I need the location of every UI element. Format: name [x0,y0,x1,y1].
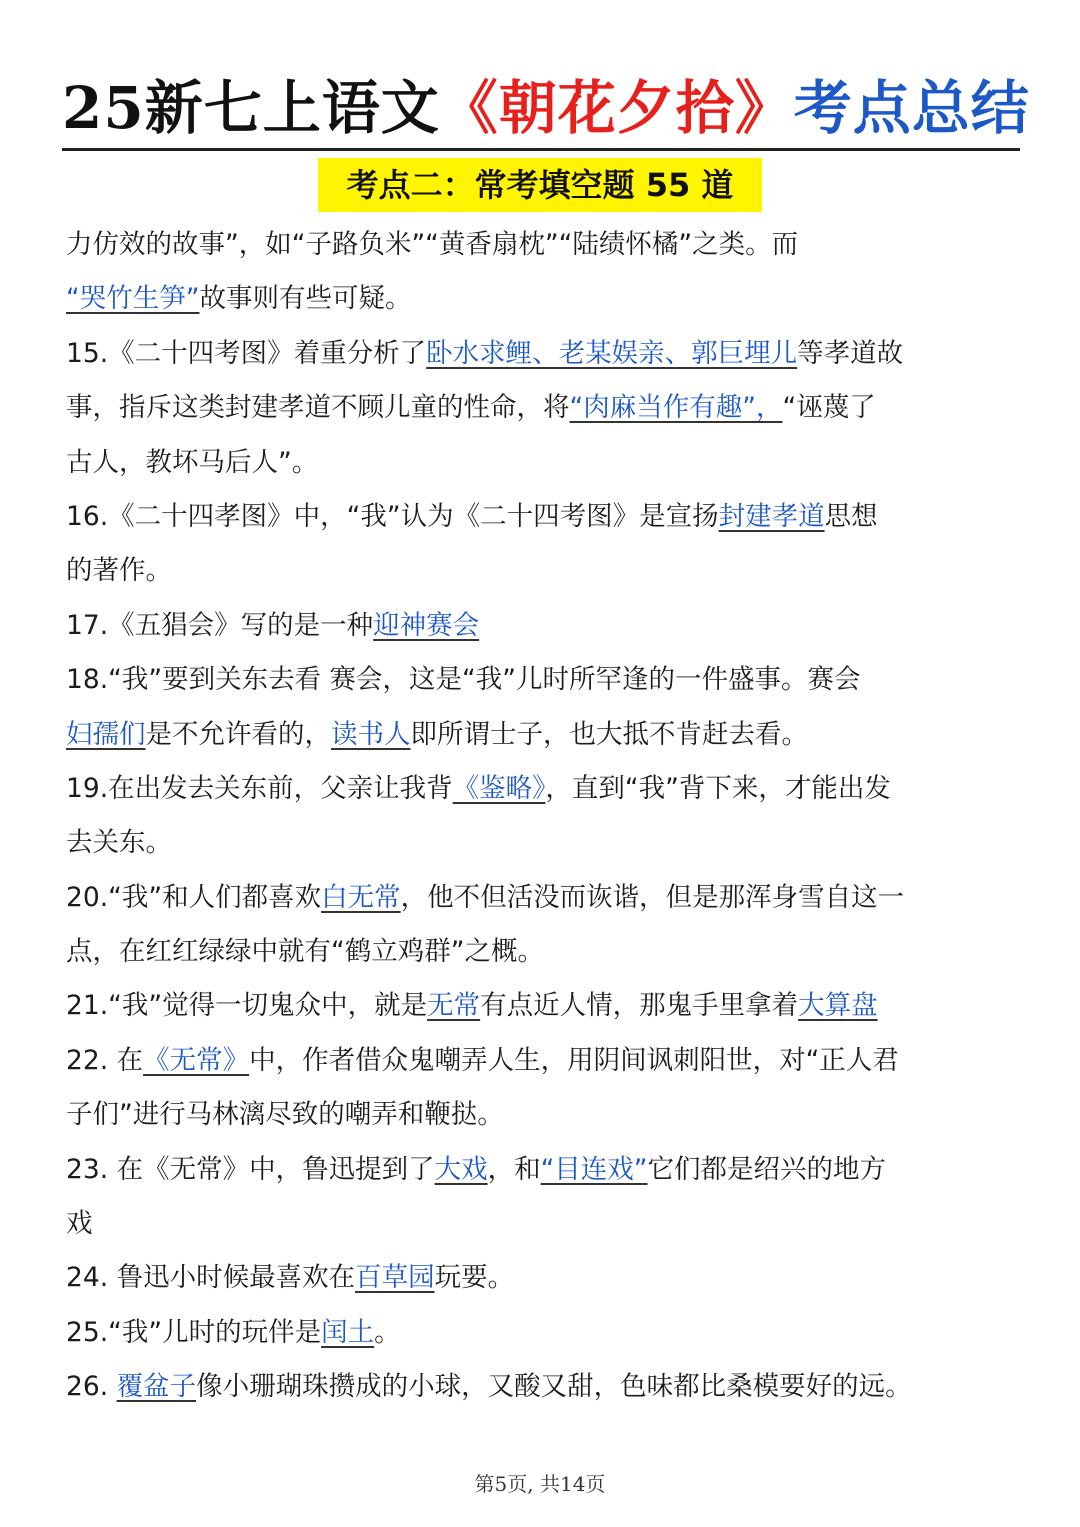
text-line [66,925,1016,979]
answer-blank: 大戏 [434,1153,488,1185]
question-text: 去关东。 [66,827,172,859]
answer-blank: 迎神赛会 [373,609,480,641]
text-line [66,816,1016,870]
question-text: 中，作者借众鬼嘲弄人生，用阴间讽刺阳世，对“正人君 [249,1044,899,1076]
answer-blank: 覆盆子 [116,1371,197,1403]
answer-blank: 白无常 [321,881,401,913]
title-prefix: 25新七上语文 [62,74,440,142]
page-title [62,70,1030,146]
title-divider [62,148,1020,151]
text-line [66,327,1016,381]
text-line [66,436,1016,490]
text-line [66,1034,1016,1088]
section-subtitle: 考点二：常考填空题 55 道 [318,158,762,212]
answer-blank: 卧水求鲤、老某娱亲、郭巨埋儿 [426,337,798,369]
text-line [66,871,1016,925]
text-line [66,1306,1016,1360]
question-text: 23. 在《无常》中，鲁迅提到了 [66,1153,435,1185]
question-text: 22. 在 [66,1044,144,1076]
question-text: “诬蔑了 [782,392,876,424]
question-text: 像小珊瑚珠攒成的小球，又酸又甜，色味都比桑模要好的远。 [196,1371,912,1403]
text-line [66,272,1016,326]
question-text: 戏 [66,1208,93,1240]
question-text: 事，指斥这类封建孝道不顾儿童的性命，将 [66,392,570,424]
answer-blank: 大算盘 [798,990,878,1022]
text-line [66,1197,1016,1251]
text-line [66,544,1016,598]
text-line [66,1143,1016,1197]
text-line [66,599,1016,653]
text-line [66,1251,1016,1305]
answer-blank: 妇孺们 [66,718,146,750]
answer-blank: 百草园 [355,1262,435,1294]
answer-blank: “哭竹生笋” [66,283,200,315]
question-text: 24. 鲁迅小时候最喜欢在 [66,1262,356,1294]
question-text: 19.在出发去关东前，父亲让我背 [66,772,453,804]
question-text: 的著作。 [66,555,172,587]
text-line [66,708,1016,762]
answer-blank: 《鉴略》 [452,772,546,804]
question-text: 它们都是绍兴的地方 [647,1153,887,1185]
answer-blank: 《无常》 [143,1044,250,1076]
answer-blank: 闰土 [321,1316,375,1348]
text-line [66,218,1016,272]
question-text: 26. [66,1371,117,1403]
page-footer: 第5页, 共14页 [474,1472,606,1496]
question-text: 点，在红红绿绿中就有“鹤立鸡群”之概。 [66,936,544,968]
question-text: 玩要。 [434,1262,515,1294]
text-line [66,490,1016,544]
question-text: 思想 [824,500,878,532]
question-text: 是不允许看的， [145,718,331,750]
text-line [66,381,1016,435]
answer-blank: “肉麻当作有趣”， [569,392,783,424]
question-list [66,218,1016,1415]
title-suffix: 考点总结 [793,74,1030,142]
answer-blank: 封建孝道 [718,500,825,532]
question-text: ，直到“我”背下来，才能出发 [545,772,891,804]
question-text: 18.“我”要到关东去看 赛会，这是“我”儿时所罕逢的一件盛事。赛会 [66,664,861,696]
text-line [66,1360,1016,1414]
question-text: 15.《二十四考图》着重分析了 [66,337,427,369]
question-text: 20.“我”和人们都喜欢 [66,881,322,913]
text-line [66,653,1016,707]
title-book: 《朝花夕拾》 [439,74,794,142]
question-text: ，和 [487,1153,541,1185]
question-text: ，他不但活没而诙谐，但是那浑身雪自这一 [400,881,905,913]
question-text: 力仿效的故事”，如“子路负米”“黄香扇枕”“陆绩怀橘”之类。而 [66,229,799,260]
text-line [66,762,1016,816]
question-text: 子们”进行马林漓尽致的嘲弄和鞭挞。 [66,1099,504,1131]
question-text: 即所谓士子，也大抵不肯赶去看。 [410,718,808,750]
question-text: 等孝道故 [797,337,904,369]
answer-blank: “目连戏” [540,1153,648,1185]
question-text: 。 [374,1316,401,1348]
question-text: 古人，教坏马后人”。 [66,446,319,478]
answer-blank: 读书人 [331,718,411,750]
question-text: 故事则有些可疑。 [199,283,412,315]
text-line [66,979,1016,1033]
question-text: 25.“我”儿时的玩伴是 [66,1316,322,1348]
text-line [66,1088,1016,1142]
question-text: 21.“我”觉得一切鬼众中，就是 [66,990,428,1022]
question-text: 16.《二十四孝图》中，“我”认为《二十四考图》是宣扬 [66,500,719,532]
question-text: 有点近人情，那鬼手里拿着 [480,990,799,1022]
answer-blank: 无常 [427,990,481,1022]
question-text: 17.《五猖会》写的是一种 [66,609,374,641]
